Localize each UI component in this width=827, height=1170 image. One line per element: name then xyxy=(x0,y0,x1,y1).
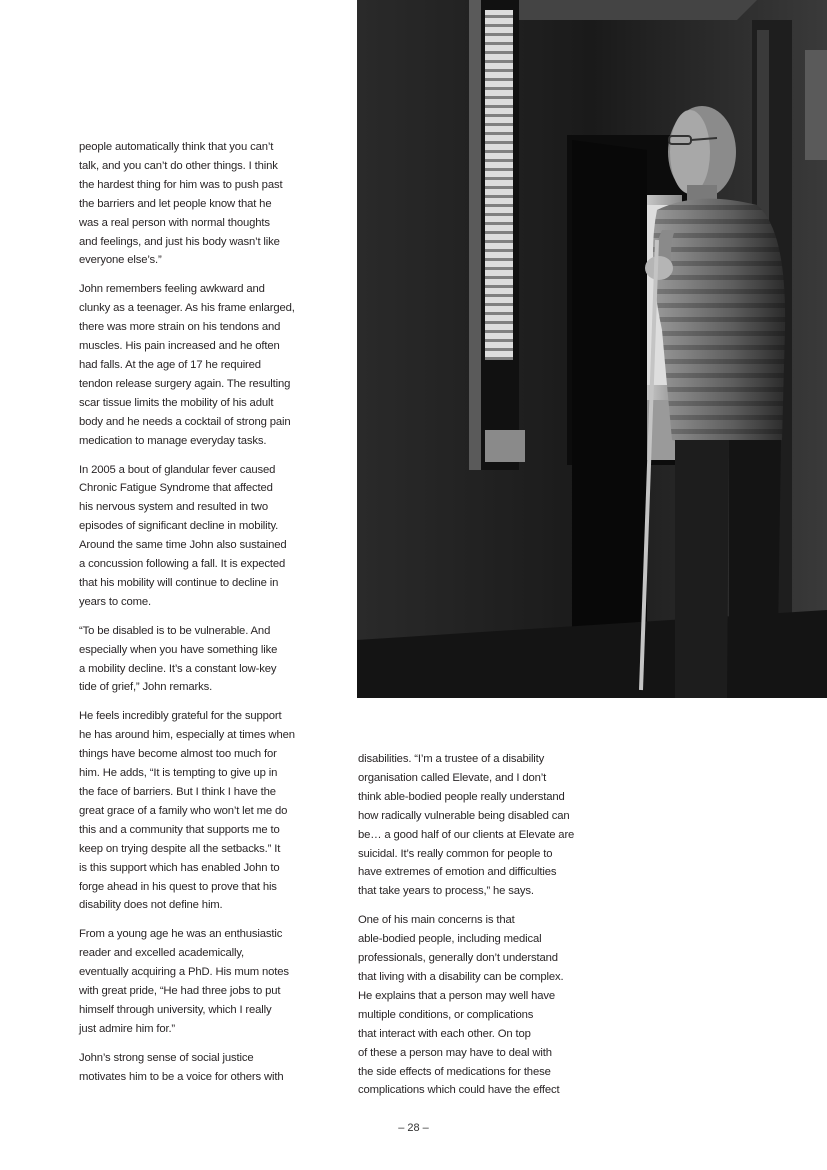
paragraph: From a young age he was an enthusiastic reader and excelled academically, eventually acquiring a PhD. His mum notes with great pride, “He had three jobs to put himself through university, which I really just admire him for.” xyxy=(79,928,289,1035)
paragraph: John’s strong sense of social justice motivates him to be a voice for others with xyxy=(79,1051,284,1083)
paragraph: In 2005 a bout of glandular fever caused Chronic Fatigue Syndrome that affected his nervous system and resulted in two episodes of significant decline in mobility. Around the same time John also sustained a concussion following a fall. It is expected that his mobility will continue to decline in years to come. xyxy=(79,463,287,608)
article-column-right xyxy=(358,750,598,1110)
page-number: – 28 – xyxy=(398,1122,429,1134)
paragraph: “To be disabled is to be vulnerable. And especially when you have something like a mobility decline. It’s a constant low-key tide of grief,” John remarks. xyxy=(79,624,278,694)
paragraph: people automatically think that you can’t talk, and you can’t do other things. I think the hardest thing for him was to push past the barriers and let people know that he was a real person with normal thoughts and feelings, and just his body wasn’t like everyone else’s.” xyxy=(79,141,283,267)
paragraph: disabilities. “I’m a trustee of a disability organisation called Elevate, and I don’t think able-bodied people really understand how radically vulnerable being disabled can be… a good half of our clients at Elevate are suicidal. It’s really common for people to have extremes of emotion and difficulties that take years to process,” he says. xyxy=(358,753,575,898)
paragraph: John remembers feeling awkward and clunky as a teenager. As his frame enlarged, there was more strain on his tendons and muscles. His pain increased and he often had falls. At the age of 17 he required tendon release surgery again. The resulting scar tissue limits the mobility of his adult body and he needs a cocktail of strong pain medication to manage everyday tasks. xyxy=(79,283,295,447)
portrait-photo xyxy=(357,0,827,698)
paragraph: He feels incredibly grateful for the support he has around him, especially at times when things have become almost too much for him. He adds, “It is tempting to give up in the face of barriers. But I think I have the great grace of a family who won’t let me do this and a community that supports me to keep on trying despite all the setbacks.” It is this support which has enabled John to forge ahead in his quest to prove that his disability does not define him. xyxy=(79,710,295,912)
paragraph: One of his main concerns is that able-bodied people, including medical professionals, generally don’t understand that living with a disability can be complex. He explains that a person may well have multiple conditions, or complications that interact with each other. On top of these a person may have to deal with the side effects of medications for these complications which could have the effect xyxy=(358,914,564,1097)
article-column-left xyxy=(79,138,319,1097)
